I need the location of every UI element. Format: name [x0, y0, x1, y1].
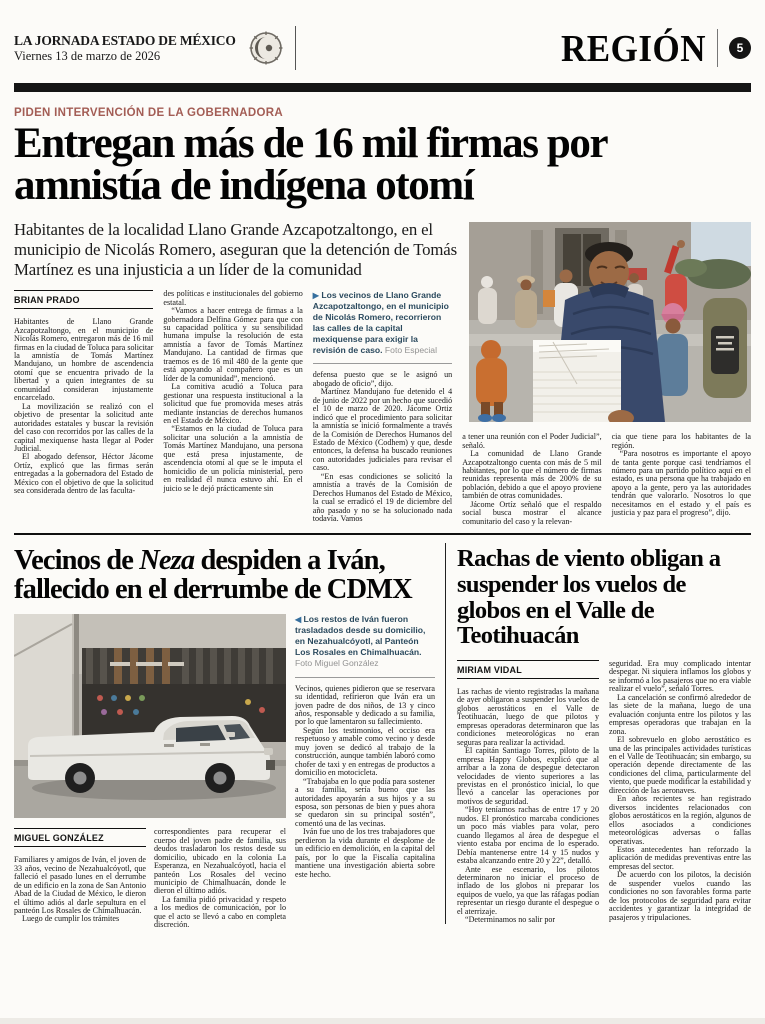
- article1-photo-caption: [313, 290, 452, 355]
- article1-column-4-text: a tener una reunión con el Poder Judicial”, señaló. La comunidad de Llano Grande Azcapotzaltongo cuenta con más de 5 mil habitantes, por lo que el número de firmas reunidas representa más de 200% de su población, debido a que el apoyo proviene también de otras comunidades. Jácome Ortíz señaló que el respaldo social busca mostrar el alcance comunitario del caso y la relevan-: [462, 432, 602, 526]
- article1-headline: Entregan más de 16 mil firmas por amnistía de indígena otomí: [14, 120, 607, 210]
- header-divider: [295, 26, 296, 70]
- caption-text: Los restos de Iván fueron trasladados desde su domicilio, en Nezahualcóyotl, al Panteón Los Rosales en Chimalhuacán.: [295, 614, 426, 658]
- article2-photo-caption: [295, 614, 435, 668]
- article3-byline: MIRIAM VIDAL: [457, 660, 599, 679]
- caption-arrow-icon: ▶: [312, 291, 319, 301]
- article3-headline: Rachas de viento obligan a suspender los vuelos de globos en el Valle de Teotihuacán: [457, 545, 721, 650]
- article2-byline: MIGUEL GONZÁLEZ: [14, 828, 146, 847]
- article1-column-3-text: defensa puesto que se le asignó un abogado de oficio”, dijo. Martínez Mandujano fue detenido el 4 de junio de 2022 por un hecho que sucedió el 10 de marzo de 2020. Jácome Ortiz indicó que el procedimiento para solicitar la amnistía se inició formalmente a través de la Comisión de Derechos Humanos del Estado de México (Codhem) y que, desde entonces, la defensa ha buscado reuniones con autoridades judiciales para revisar el caso. “En esas condiciones se solicitó la amnistía a través de la Comisión de Derechos Humanos del Estado de México, la cual se erradicó el 19 de diciembre del año pasado y no se ha solucionado nada todavía. Vamos: [312, 370, 453, 524]
- article3: [457, 539, 751, 930]
- article2-column-2-text: correspondientes para recuperar el cuerpo del joven padre de familia, sus deudos trasladaron los restos desde su domicilio, ubicado en la colonia La Esperanza, en Nezahualcóyotl, hacia el panteón Los Rosales del vecino municipio de Chimalhuacán, donde le dieron el último adiós. La familia pidió privacidad y respeto a los medios de comunicación, por lo que el acto se llevó a cabo en completa discreción.: [154, 827, 286, 930]
- article1-column-2: [163, 290, 302, 526]
- article1-column-1-text: Habitantes de Llano Grande Azcapotzaltongo, en el municipio de Nicolás Romero, entregaron más de 16 mil firmas en la ciudad de Toluca para solicitar la amnistía de Tomás Martínez Mandujano, un hombre de ascendencia otomí que se encuentra privado de la libertad y a quien integrantes de su comunidad consideran injustamente encarcelado. La movilización se realizó con el objetivo de presentar la solicitud ante autoridades estatales y buscar la revisión del caso con recorridos por las calles de la capital mexiquense hasta llegar al Poder Judicial. El abogado defensor, Héctor Jácome Ortíz, explicó que las firmas serán entregadas a la gobernadora del Estado de México con el objetivo de que la solicitud sea considerada dentro de las faculta-: [14, 317, 154, 496]
- photo-credit: Foto Especial: [384, 344, 437, 355]
- page-number-badge: 5: [729, 37, 751, 59]
- article1-deck: Habitantes de la localidad Llano Grande Azcapotzaltongo, en el municipio de Nicolás Romero, aseguran que la detención de Tomás Martínez es una injusticia a un líder de la comunidad: [14, 220, 457, 279]
- article3-column-1: [457, 660, 599, 925]
- section-title: REGIÓN: [561, 26, 706, 70]
- edition-date: Viernes 13 de marzo de 2026: [14, 48, 161, 63]
- column-divider-rule: [445, 543, 446, 924]
- article1-kicker: PIDEN INTERVENCIÓN DE LA GOBERNADORA: [14, 107, 283, 119]
- caption-text: Los vecinos de Llano Grande Azcapotzaltongo, en el municipio de Nicolás Romero, recorrieron las calles de la capital mexiquense para exigir la revisión de caso.: [312, 290, 449, 355]
- article2-headline: [14, 546, 435, 604]
- header-divider-right: [717, 29, 718, 67]
- protest-photo-illustration: [469, 222, 751, 422]
- caption-divider: [295, 677, 435, 678]
- article1-body: [14, 220, 751, 526]
- article2-column-2: [154, 828, 286, 929]
- caption-divider: [313, 363, 452, 364]
- article2-column-3: [295, 614, 435, 929]
- newspaper-logo-icon: [249, 31, 283, 65]
- header-rule: [14, 83, 751, 92]
- article2-column-1-text: Familiares y amigos de Iván, el joven de 33 años, vecino de Nezahualcóyotl, que falleció el pasado lunes en el derrumbe de un edificio en la zona de San Antonio Abad de la Ciudad de México, le dieron el último adiós al darle sepultura en el panteón Los Rosales de Chimalhuacán. Luego de cumplir los trámites: [14, 855, 146, 924]
- article2-headline-pre: Vecinos de: [14, 545, 140, 577]
- article1-column-3: [313, 290, 452, 526]
- hearse-photo-illustration: [14, 614, 286, 818]
- section-divider-rule: [14, 533, 751, 535]
- article3-column-2-text: seguridad. Era muy complicado intentar despegar. Ni siquiera inflamos los globos y se informó a los pasajeros que no era viable realizar el vuelo”, señaló Torres. La cancelación se confirmó alrededor de las siete de la mañana, luego de una evaluación conjunta entre los pilotos y las empresas operadoras que trabajan en la zona. El sobrevuelo en globo aerostático es una de las principales actividades turísticas en el Valle de Teotihuacán; sin embargo, su operación depende directamente de las condiciones del clima, particularmente del viento, que puede modificar la estabilidad y dirección de las aeronaves. En años recientes se han registrado diversos incidentes relacionados con globos aerostáticos en la región, algunos de ellos asociados a condiciones meteorológicas adversas o fallas operativas. Estos antecedentes han reforzado la aplicación de medidas preventivas entre las empresas del sector. De acuerdo con los pilotos, la decisión de suspender vuelos cuando las condiciones no son favorables forma parte de los protocolos de seguridad para evitar accidentes y garantizar la integridad de pasajeros y tripulaciones.: [609, 659, 751, 922]
- masthead: [14, 24, 751, 72]
- article3-column-2: [609, 660, 751, 925]
- article3-column-1-text: Las rachas de viento registradas la mañana de ayer obligaron a suspender los vuelos de globos aerostáticos en el Valle de Teotihuacán, luego de que pilotos y empresas operadoras determinaron que las condiciones meteorológicas no eran seguras para realizar la actividad. El capitán Santiago Torres, piloto de la empresa Happy Globos, explicó que al arribar a la zona de despegue detectaron velocidades de viento superiores a las previstas en el pronóstico inicial, lo que llevó a cancelar las operaciones por motivos de seguridad. “Hoy teníamos rachas de entre 17 y 20 nudos. El pronóstico marcaba condiciones un poco más viables para volar, pero cuando llegamos al área de despegue el viento estaba por encima de lo esperado. Debía mantenerse entre 14 y 15 nudos y estaba alcanzando entre 20 y 22”, detalló. Ante ese escenario, los pilotos determinaron no iniciar el proceso de inflado de los globos ni preparar los equipos de vuelo, ya que las ráfagas podían representar un riesgo durante el despegue o el aterrizaje. “Determinamos no salir por: [457, 687, 599, 925]
- caption-arrow-icon: ◀: [295, 615, 302, 625]
- article2-headline-italic: Neza: [139, 545, 195, 577]
- article1-column-5-text: cia que tiene para los habitantes de la región. “Para nosotros es importante el apoyo de tanta gente porque casi tendríamos el número para un partido político aquí en el estado, es una persona que ha trabajado en apoyo a la gente, pero ya las autoridades tendrán que valorarlo. Nosotros lo que necesitamos en el estado y el país es justicia y paz para el progreso”, dijo.: [611, 432, 751, 518]
- masthead-text: [14, 33, 236, 63]
- article2-column-3-text: Vecinos, quienes pidieron que se reservara su identidad, refirieron que Iván era un joven padre de dos niños, de 13 y cinco años, responsable y dedicado a su familia, por lo que lamentaron su fallecimiento. Según los testimonios, el occiso era respetuoso y amable como vecino y desde muy joven se dedicó al trabajo de la construcción, aunque también laboró como chofer de taxi y en entregas de productos a domicilio en motocicleta. “Trabajaba en lo que podía para sostener a su familia, sería bueno que las autoridades apoyarán a sus hijos y a su esposa, son personas de bien y pues ahora se quedaron sin su principal sostén”, comentó una de las vecinas. Iván fue uno de los tres trabajadores que perdieron la vida durante el desplome de un edificio en demolición, en la capital del país, por lo que la Fiscalía capitalina mantiene una investigación abierta sobre este hecho.: [295, 683, 435, 879]
- article1-column-1: [14, 290, 153, 526]
- article1-column-2-text: des políticas e institucionales del gobierno estatal. “Vamos a hacer entrega de firmas a la gobernadora Delfina Gómez para que con su capacidad política y su sensibilidad humana impulse la resolución de esta amnistía a favor de Tomás Martínez Mandujano. La cantidad de firmas que traemos es de 16 mil 480 de la gente que está apoyando al compañero que es un líder de la comunidad”, mencionó. La comitiva acudió a Toluca para gestionar una respuesta institucional a la solicitud que fue promovida meses atrás mediante instancias de derechos humanos en el Estado de México. “Estamos en la ciudad de Toluca para solicitar una solución a la amnistía de Tomás Martínez Mandujano, una persona que está presa injustamente, de ascendencia otomí al que se le imputa el homicidio de un policía ministerial, pero en realidad él nunca estuvo ahí. En el juicio se le dejó prácticamente sin: [163, 289, 303, 493]
- article1-byline: BRIAN PRADO: [14, 290, 153, 309]
- photo-credit: Foto Miguel González: [295, 657, 379, 668]
- article2: [14, 539, 435, 930]
- article2-column-1: [14, 828, 146, 929]
- article2-photo: [14, 614, 286, 818]
- page-bottom-edge: [0, 1018, 765, 1024]
- newspaper-name: LA JORNADA ESTADO DE MÉXICO: [14, 33, 236, 49]
- article1-photo: [469, 222, 751, 422]
- article2-headline-post: despiden a Iván, fallecido en el derrumbe de CDMX: [14, 545, 412, 606]
